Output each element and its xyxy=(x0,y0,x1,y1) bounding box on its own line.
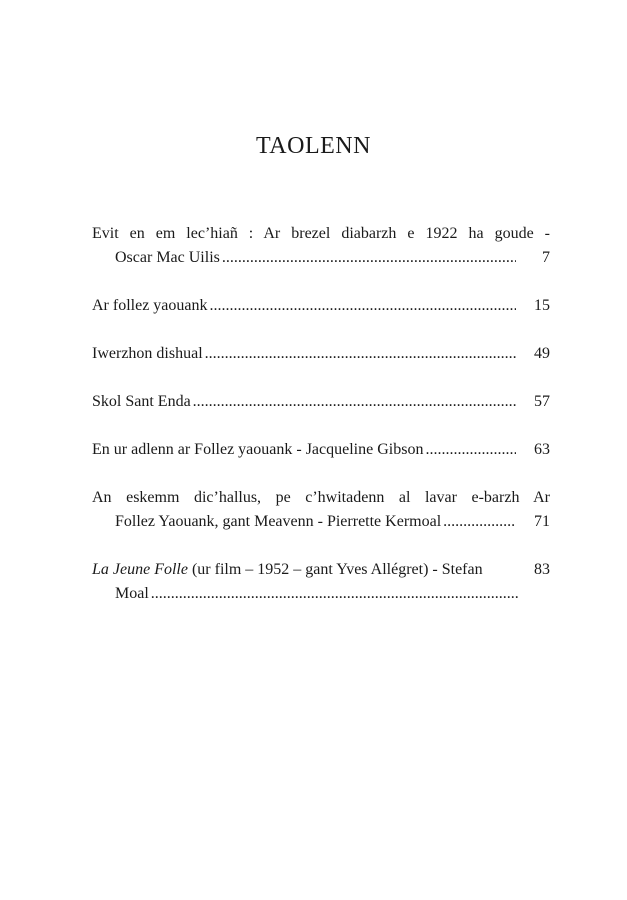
film-title: La Jeune Folle xyxy=(92,561,188,578)
dot-leader xyxy=(222,246,516,270)
toc-page-number: 7 xyxy=(542,249,550,266)
dot-leader xyxy=(210,294,516,318)
toc-entry-title: Iwerzhon dishual xyxy=(92,345,203,362)
toc-entry-line2 xyxy=(92,582,550,606)
toc-entry-title: Ar follez yaouank xyxy=(92,297,208,314)
toc-page-number: 71 xyxy=(534,513,550,530)
toc-entry[interactable] xyxy=(92,222,550,270)
toc-entry-line xyxy=(92,342,550,366)
toc-entry-line xyxy=(92,294,550,318)
toc-page-number: 49 xyxy=(534,345,550,362)
toc-entry[interactable] xyxy=(92,294,550,318)
toc-page-number: 83 xyxy=(534,561,550,578)
toc-entry-title-line2: Moal xyxy=(115,585,149,602)
toc-entry-line2 xyxy=(92,246,550,270)
page-title: TAOLENN xyxy=(256,133,371,159)
toc-entry[interactable] xyxy=(92,558,550,606)
table-of-contents xyxy=(92,222,550,630)
toc-entry[interactable] xyxy=(92,342,550,366)
toc-entry-line xyxy=(92,438,550,462)
toc-entry[interactable] xyxy=(92,486,550,534)
toc-entry-line2 xyxy=(92,510,550,534)
dot-leader xyxy=(425,438,516,462)
toc-page-number: 57 xyxy=(534,393,550,410)
toc-entry-title-line1 xyxy=(92,558,483,582)
toc-entry-title-line1: Evit en em lec’hiañ : Ar brezel diabarzh e 1922 ha goude - xyxy=(92,225,550,242)
toc-entry-title-line2: Oscar Mac Uilis xyxy=(115,249,220,266)
dot-leader xyxy=(151,582,518,606)
toc-entry-title: Skol Sant Enda xyxy=(92,393,191,410)
toc-entry-title-line2: Follez Yaouank, gant Meavenn - Pierrette Kermoal xyxy=(115,513,442,530)
toc-entry-title: En ur adlenn ar Follez yaouank - Jacqueline Gibson xyxy=(92,441,424,458)
dot-leader xyxy=(443,510,516,534)
toc-entry[interactable] xyxy=(92,438,550,462)
dot-leader xyxy=(193,390,516,414)
toc-entry-title-line1: An eskemm dic’hallus, pe c’hwitadenn al lavar e-barzh Ar xyxy=(92,489,550,506)
toc-entry-line1 xyxy=(92,558,550,582)
toc-entry-line xyxy=(92,390,550,414)
dot-leader xyxy=(205,342,516,366)
toc-entry[interactable] xyxy=(92,390,550,414)
toc-page-number: 63 xyxy=(534,441,550,458)
toc-entry-title-rest: (ur film – 1952 – gant Yves Allégret) - Stefan xyxy=(187,561,483,578)
toc-page-number: 15 xyxy=(534,297,550,314)
